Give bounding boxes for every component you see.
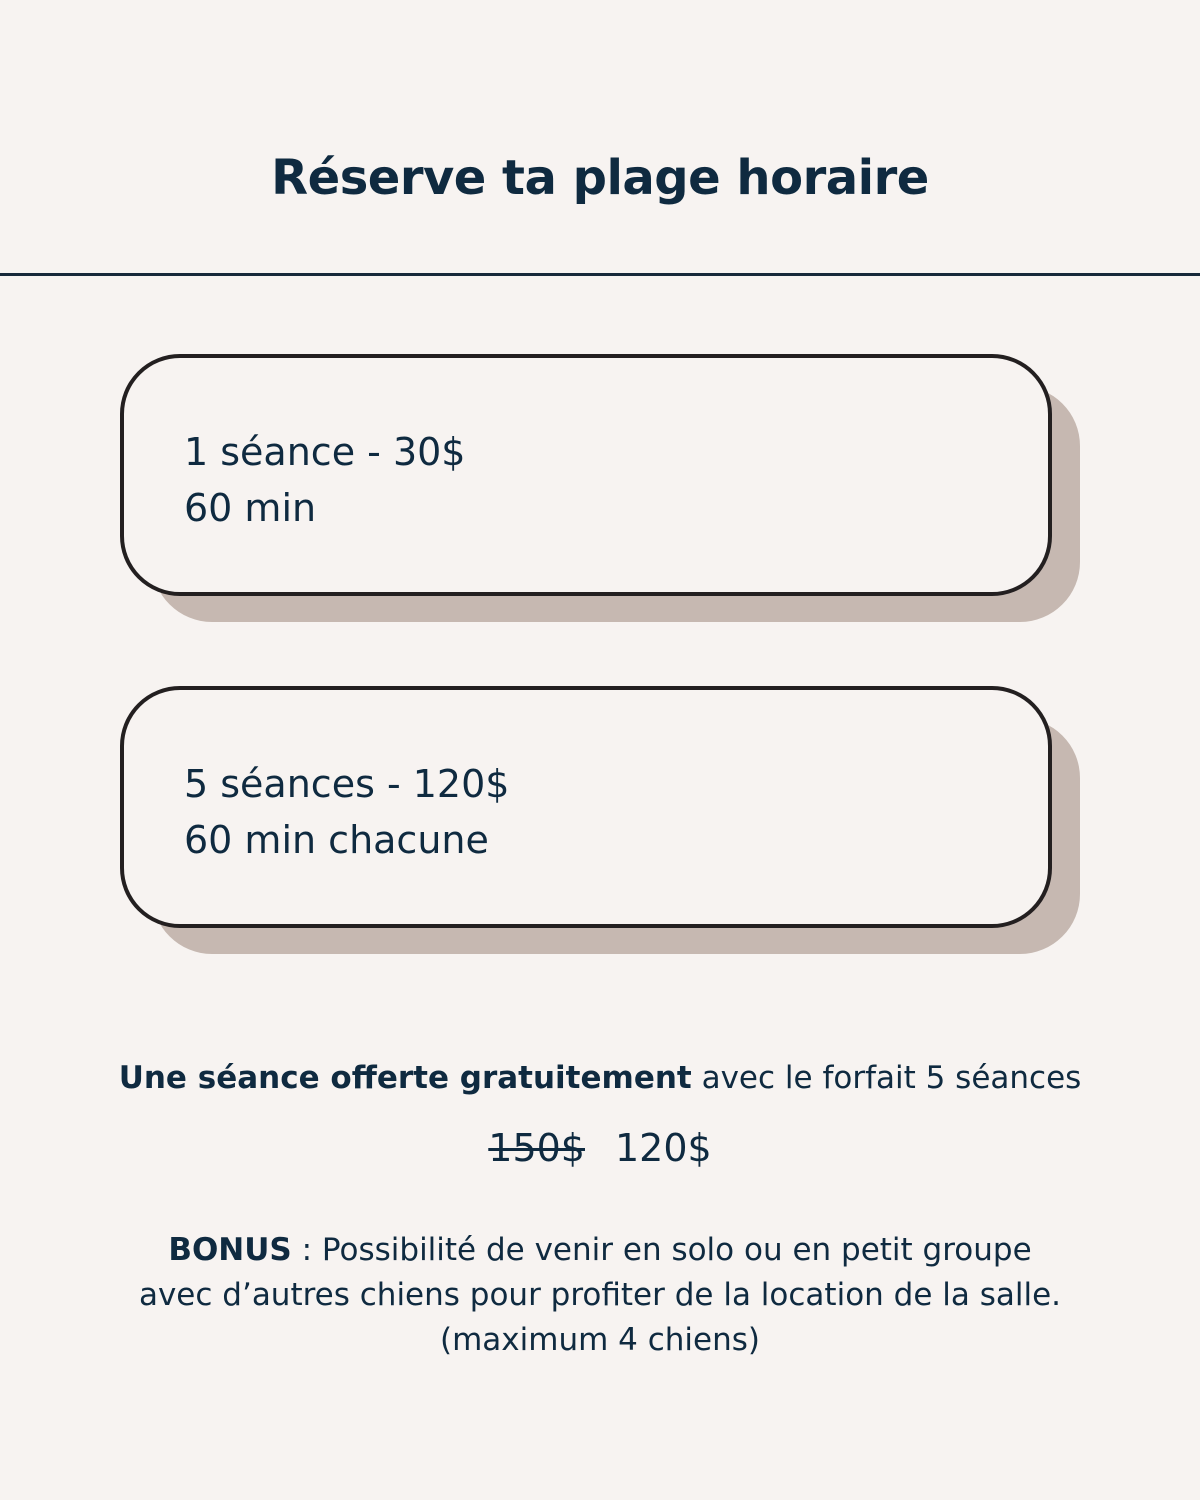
free-session-offer: [0, 1056, 1200, 1100]
divider: [0, 273, 1200, 276]
option-five-sessions[interactable]: [120, 686, 1080, 956]
offer-highlight: Une séance offerte gratuitement: [118, 1060, 692, 1096]
bonus-line-1: [0, 1228, 1200, 1273]
bonus-note: [0, 1228, 1200, 1363]
bonus-line-2: avec d’autres chiens pour profiter de la location de la salle.: [138, 1277, 1062, 1313]
bonus-line-3: (maximum 4 chiens): [440, 1322, 760, 1358]
option-card-text: [184, 424, 465, 536]
option-single-session[interactable]: [120, 354, 1080, 624]
new-price: 120$: [615, 1126, 712, 1170]
old-price: 150$: [488, 1126, 585, 1170]
package-pricing: [0, 1122, 1200, 1174]
offer-detail: avec le forfait 5 séances: [691, 1060, 1082, 1096]
page-title: Réserve ta plage horaire: [271, 150, 929, 206]
bonus-text: : Possibilité de venir en solo ou en petit groupe: [291, 1232, 1032, 1268]
bonus-label: BONUS: [168, 1232, 292, 1268]
option-duration-label: 60 min chacune: [184, 818, 489, 862]
option-card-single[interactable]: [120, 354, 1052, 596]
option-duration-label: 60 min: [184, 486, 317, 530]
option-card-package[interactable]: [120, 686, 1052, 928]
option-price-label: 1 séance - 30$: [184, 430, 466, 474]
option-price-label: 5 séances - 120$: [184, 762, 510, 806]
option-card-text: [184, 756, 509, 868]
